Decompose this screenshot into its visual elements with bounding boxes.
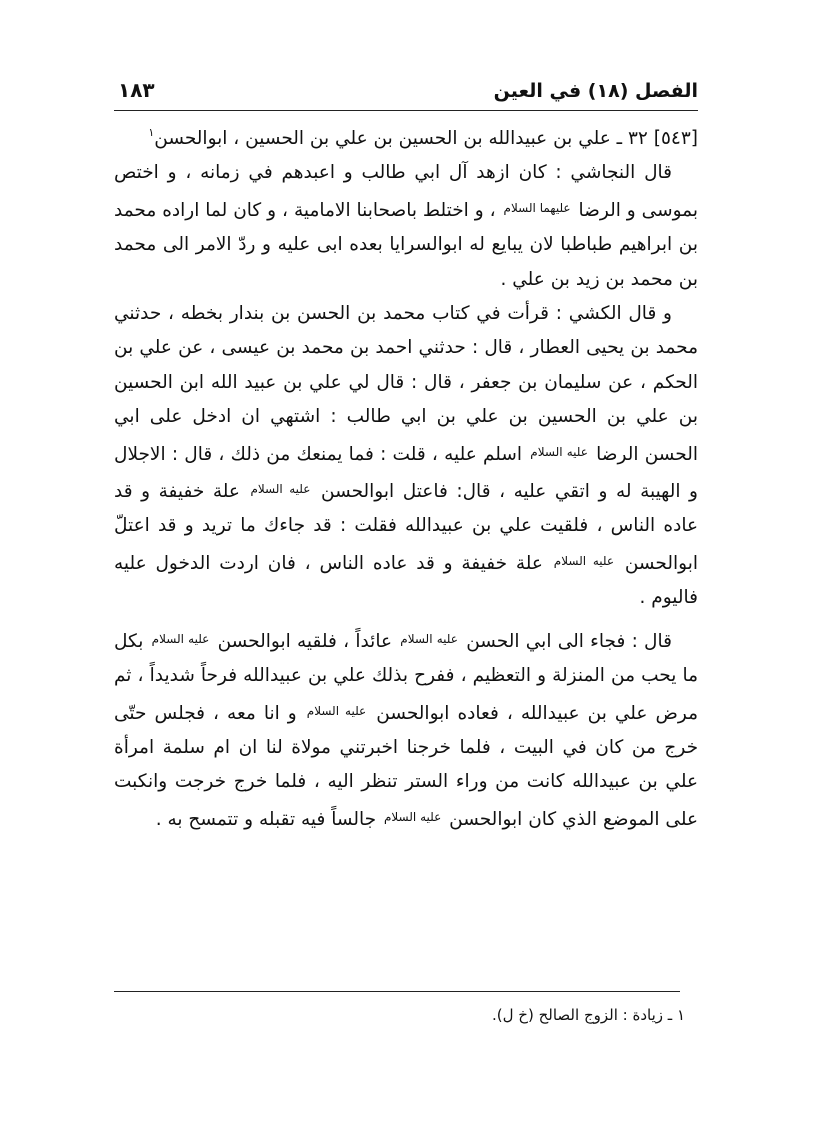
text-segment: اسلم عليه ، قلت : فما يمنعك من ذلك ، قال : الاجلال و الهيبة له و اتقي عليه ، قال: فاعتل ابوالحسن bbox=[114, 443, 698, 503]
honorific-ligature: عليه السلام bbox=[306, 703, 367, 718]
text-segment: و انا معه ، فجلس حتّى خرج من كان في البيت ، فلما خرجنا اخبرتني مولاة لنا ان ام سلمة امرأة علي بن عبيدالله كانت من وراء الستر تنظر اليه ، فلما خرج خرجت وانكبت على الموضع الذي كان ابوالحسن bbox=[114, 702, 698, 830]
footnote: ١ ـ زيادة : الزوج الصالح (خ ل). bbox=[492, 1006, 685, 1024]
paragraph-kashshi bbox=[114, 297, 698, 616]
entry-heading-text: [٥٤٣] ٣٢ ـ علي بن عبيدالله بن الحسين بن علي بن الحسين ، ابوالحسن bbox=[154, 128, 698, 149]
entry-heading bbox=[114, 116, 698, 156]
text-segment: عائداً ، فلقيه ابوالحسن bbox=[217, 630, 392, 652]
paragraph-visit bbox=[114, 622, 698, 837]
footnote-rule bbox=[114, 991, 680, 992]
honorific-ligature: عليه السلام bbox=[400, 631, 458, 646]
honorific-ligature: عليه السلام bbox=[553, 553, 615, 568]
page-number: ١٨٣ bbox=[118, 78, 155, 102]
main-text bbox=[114, 116, 698, 837]
honorific-ligature: عليه السلام bbox=[151, 631, 210, 646]
text-segment: قال النجاشي : كان ازهد آل ابي طالب و اعبدهم في زمانه ، و اختص بموسى و الرضا bbox=[114, 162, 699, 221]
page-header bbox=[114, 78, 698, 108]
text-segment: علة خفيفة و قد عاده الناس ، فان اردت الدخول عليه فاليوم . bbox=[114, 552, 698, 609]
text-segment: قال : فجاء الى ابي الحسن bbox=[466, 630, 672, 652]
honorific-ligature: عليه السلام bbox=[530, 444, 588, 459]
header-rule bbox=[114, 110, 698, 111]
honorific-ligature: عليه السلام bbox=[250, 482, 311, 497]
text-segment: ، و اختلط باصحابنا الامامية ، و كان لما اراده محمد بن ابراهيم طباطبا لان يبايع له ابوالسرايا بعده ابى عليه و ردّ الامر الى محمد بن محمد بن زيد بن علي . bbox=[114, 199, 698, 290]
honorific-ligature: عليه السلام bbox=[383, 809, 442, 824]
paragraph-najashi bbox=[114, 156, 698, 297]
honorific-ligature: عليهما السلام bbox=[503, 200, 571, 215]
text-segment: و قال الكشي : قرأت في كتاب محمد بن الحسن بن بندار بخطه ، حدثني محمد بن يحيى العطار ، قال : حدثني احمد بن محمد بن عيسى ، عن علي بن الحكم ، عن سليمان بن جعفر ، قال : قال لي علي بن عبيد الله ابن الحسين بن علي بن الحسين بن علي بن ابي طالب : اشتهي ان ادخل على ابي الحسن الرضا bbox=[114, 303, 699, 465]
chapter-title: الفصل (١٨) في العين bbox=[493, 80, 698, 102]
text-segment: بكل ما يحب من المنزلة و التعظيم ، ففرح بذلك علي بن عبيدالله فرحاً شديداً ، ثم مرض علي بن عبيدالله ، فعاده ابوالحسن bbox=[114, 630, 698, 724]
text-segment: علة خفيفة و قد عاده الناس ، فلقيت علي بن عبيدالله فقلت : قد جاءك ما تريد و قد اعتلّ ابوالحسن bbox=[114, 481, 698, 574]
footnote-reference: ١ bbox=[148, 126, 155, 139]
text-segment: جالساً فيه تقبله و تتمسح به . bbox=[155, 808, 377, 830]
